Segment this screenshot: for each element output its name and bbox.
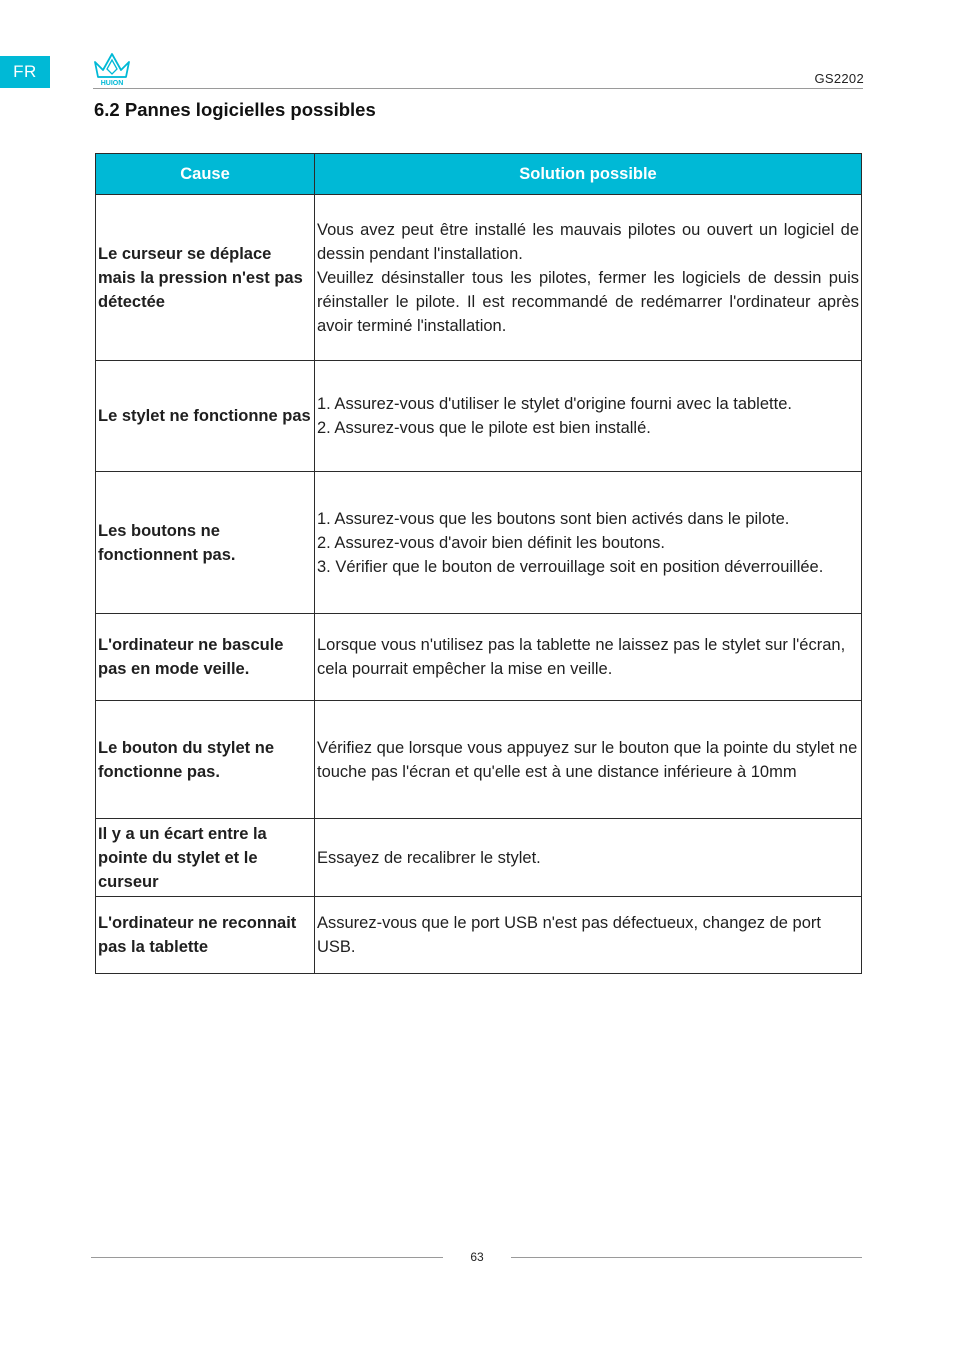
solution-line: Vous avez peut être installé les mauvais pilotes ou ouvert un logiciel de dessin pendant l'installation.: [317, 220, 859, 263]
solution-line: 2. Assurez-vous que le pilote est bien installé.: [317, 419, 651, 437]
language-tab: FR: [0, 56, 50, 88]
solution-line: Vérifiez que lorsque vous appuyez sur le bouton que la pointe du stylet ne touche pas l'écran et qu'elle est à une distance inférieure à 10mm: [317, 738, 858, 781]
section-title: 6.2 Pannes logicielles possibles: [94, 99, 376, 120]
solution-line: 1. Assurez-vous que les boutons sont bien activés dans le pilote.: [317, 509, 790, 528]
solution-cell: [315, 361, 862, 472]
column-header-solution: Solution possible: [315, 154, 862, 195]
table-row: [96, 472, 862, 614]
solution-line: Veuillez désinstaller tous les pilotes, fermer les logiciels de dessin puis réinstaller le pilote. Il est recommandé de redémarrer l'ordinateur après avoir terminé l'installation.: [317, 268, 859, 335]
cause-cell: Le bouton du stylet ne fonctionne pas.: [96, 701, 315, 819]
solution-cell: [315, 701, 862, 819]
header-divider: [93, 88, 863, 89]
table-row: [96, 701, 862, 819]
solution-cell: [315, 472, 862, 614]
table-row: [96, 361, 862, 472]
table-header-row: [96, 154, 862, 195]
page-number: 63: [470, 1250, 484, 1264]
cause-cell: Le curseur se déplace mais la pression n'est pas détectée: [96, 195, 315, 361]
troubleshooting-table: [95, 153, 862, 974]
solution-line: 2. Assurez-vous d'avoir bien définit les boutons.: [317, 533, 666, 552]
solution-line: Assurez-vous que le port USB n'est pas défectueux, changez de port USB.: [317, 914, 821, 956]
cause-cell: L'ordinateur ne bascule pas en mode veille.: [96, 614, 315, 701]
svg-text:HUION: HUION: [100, 80, 124, 86]
table-row: [96, 195, 862, 361]
column-header-cause: Cause: [96, 154, 315, 195]
solution-line: 1. Assurez-vous d'utiliser le stylet d'origine fourni avec la tablette.: [317, 395, 792, 413]
solution-cell: [315, 614, 862, 701]
table-row: [96, 819, 862, 897]
cause-cell: L'ordinateur ne reconnait pas la tablette: [96, 897, 315, 974]
huion-logo: [93, 52, 131, 86]
footer-divider-right: [511, 1257, 862, 1258]
solution-line: Essayez de recalibrer le stylet.: [317, 848, 541, 867]
footer-divider-left: [91, 1257, 443, 1258]
solution-cell: [315, 897, 862, 974]
table-row: [96, 897, 862, 974]
solution-cell: [315, 195, 862, 361]
cause-cell: Les boutons ne fonctionnent pas.: [96, 472, 315, 614]
cause-cell: Le stylet ne fonctionne pas: [96, 361, 315, 472]
table-row: [96, 614, 862, 701]
cause-cell: Il y a un écart entre la pointe du stylet et le curseur: [96, 819, 315, 897]
solution-line: Lorsque vous n'utilisez pas la tablette ne laissez pas le stylet sur l'écran, cela pourrait empêcher la mise en veille.: [317, 636, 846, 678]
solution-line: 3. Vérifier que le bouton de verrouillage soit en position déverrouillée.: [317, 557, 824, 576]
model-number: GS2202: [814, 71, 864, 86]
solution-cell: [315, 819, 862, 897]
